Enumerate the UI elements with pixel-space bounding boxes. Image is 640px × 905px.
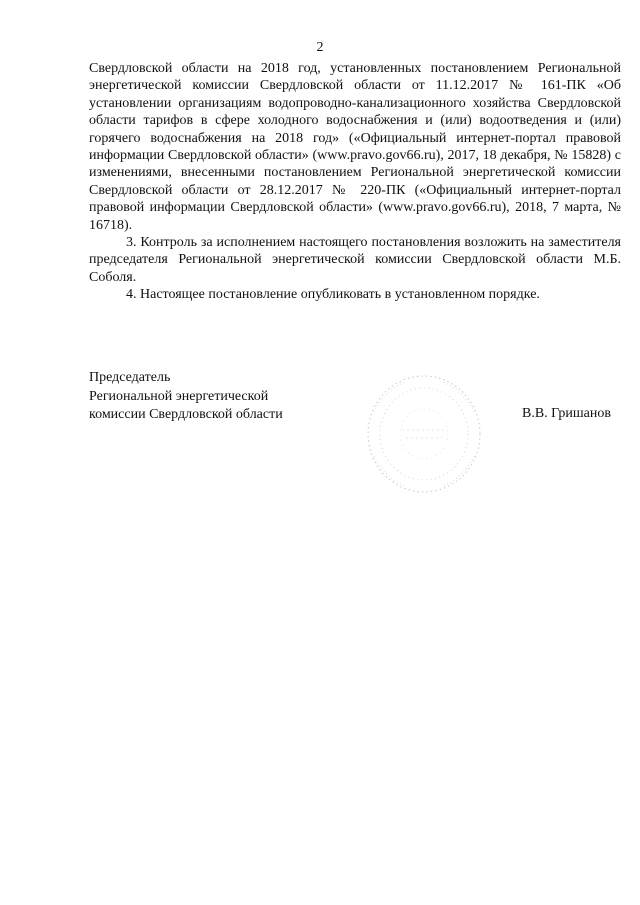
- document-body: [89, 60, 621, 304]
- signature-title-line: комиссии Свердловской области: [89, 407, 283, 422]
- paragraph-item-4: 4. Настоящее постановление опубликовать в установленном порядке.: [126, 287, 540, 303]
- page-number: 2: [316, 40, 324, 55]
- signatory-name: В.В. Гришанов: [522, 406, 611, 421]
- paragraph-continuation: Свердловской области на 2018 год, установленных постановлением Региональной энергетической комиссии Свердловской области от 11.12.2017 № 161-ПК «Об установлении организациям водопроводно-канализационного хозяйства Свердловской области тарифов в сфере холодного водоснабжения и (или) водоотведения и (или) горячего водоснабжения на 2018 год» («Официальный интернет-портал правовой информации Свердловской области» (www.pravo.gov66.ru), 2017, 18 декабря, № 15828) с изменениями, внесенными постановлением Региональной энергетической комиссии Свердловской области от 28.12.2017 № 220-ПК («Официальный интернет-портал правовой информации Свердловской области» (www.pravo.gov66.ru), 2018, 7 марта, № 16718).: [89, 61, 621, 233]
- paragraph-item-3: 3. Контроль за исполнением настоящего постановления возложить на заместителя председателя Региональной энергетической комиссии Свердловской области М.Б. Соболя.: [89, 235, 621, 285]
- faded-stamp-icon: [364, 372, 484, 496]
- signature-title-line: Председатель: [89, 370, 171, 385]
- signature-title-line: Региональной энергетической: [89, 388, 269, 404]
